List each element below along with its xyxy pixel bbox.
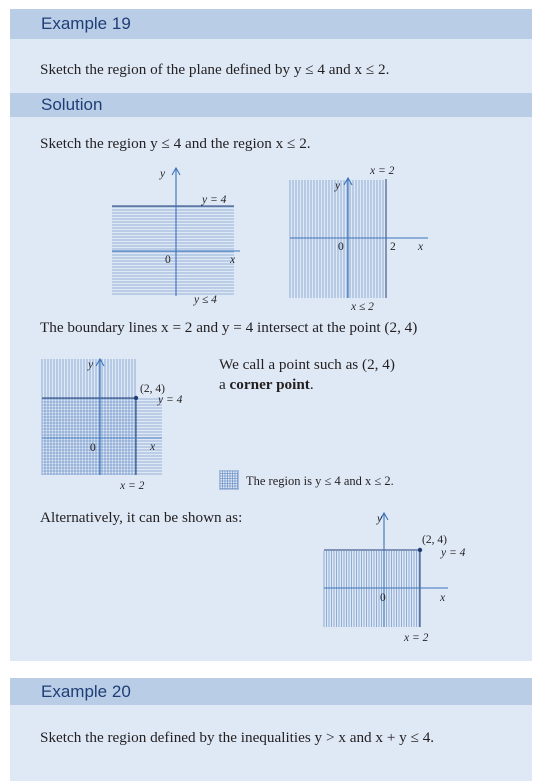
- graph-a-caption: y ≤ 4: [194, 294, 217, 306]
- graph-b-caption: x ≤ 2: [351, 301, 374, 313]
- graph-y-le-4: [110, 166, 250, 306]
- corner-point-text-1: We call a point such as (2, 4): [219, 356, 395, 373]
- solution-header: [10, 93, 532, 117]
- graph-d-point-label: (2, 4): [422, 534, 447, 546]
- corner-point-text-2: a corner point.: [219, 376, 314, 393]
- example-19-header: [10, 9, 532, 39]
- graph-b-origin-label: 0: [338, 241, 344, 253]
- graph-d-hatch: [324, 551, 419, 627]
- graph-c-corner-point: [134, 396, 138, 400]
- example-20-header: [10, 678, 532, 705]
- graph-a-y-label: y: [160, 168, 166, 180]
- graph-c-y-label: y: [88, 359, 94, 371]
- graph-c-vline-label: x = 2: [120, 480, 145, 492]
- graph-c-origin-label: 0: [90, 442, 96, 454]
- graph-b-x-label: x: [418, 241, 424, 253]
- graph-a-line-label: y = 4: [202, 194, 227, 206]
- graph-c-hline-label: y = 4: [158, 394, 183, 406]
- graph-b-line-label: x = 2: [370, 165, 395, 177]
- solution-line-3: Alternatively, it can be shown as:: [40, 509, 243, 526]
- solution-line-1: Sketch the region y ≤ 4 and the region x ≤ 2.: [40, 135, 311, 152]
- graph-d-vline-label: x = 2: [404, 632, 429, 644]
- example-19-heading: Example 19: [41, 14, 131, 33]
- example-20-heading: Example 20: [41, 681, 131, 701]
- example-19-problem: Sketch the region of the plane defined by y ≤ 4 and x ≤ 2.: [40, 61, 390, 78]
- graph-corner-point: [40, 355, 200, 495]
- graph-alternative: [322, 509, 502, 649]
- legend-swatch: [219, 470, 239, 490]
- legend-text: The region is y ≤ 4 and x ≤ 2.: [246, 474, 394, 488]
- graph-c-x-label: x: [150, 441, 156, 453]
- corner-point-term: corner point: [229, 376, 310, 393]
- graph-d-y-label: y: [377, 513, 383, 525]
- solution-heading: Solution: [41, 95, 103, 114]
- graph-x-le-2: [288, 164, 438, 314]
- graph-a-origin-label: 0: [165, 254, 171, 266]
- graph-d-corner-point: [418, 548, 422, 552]
- graph-b-tick-label: 2: [390, 241, 396, 253]
- graph-a-x-label: x: [230, 254, 236, 266]
- example-20-problem: Sketch the region defined by the inequalities y > x and x + y ≤ 4.: [40, 729, 435, 746]
- example-19-panel: [10, 9, 532, 661]
- graph-b-y-label: y: [335, 180, 341, 192]
- graph-c-hatch: [42, 359, 162, 475]
- graph-b-hatch: [290, 180, 383, 298]
- example-20-panel: [10, 678, 532, 781]
- graph-c-point-label: (2, 4): [140, 383, 165, 395]
- solution-line-2: The boundary lines x = 2 and y = 4 intersect at the point (2, 4): [40, 319, 418, 336]
- graph-d-origin-label: 0: [380, 592, 386, 604]
- graph-d-x-label: x: [440, 592, 446, 604]
- graph-d-hline-label: y = 4: [441, 547, 466, 559]
